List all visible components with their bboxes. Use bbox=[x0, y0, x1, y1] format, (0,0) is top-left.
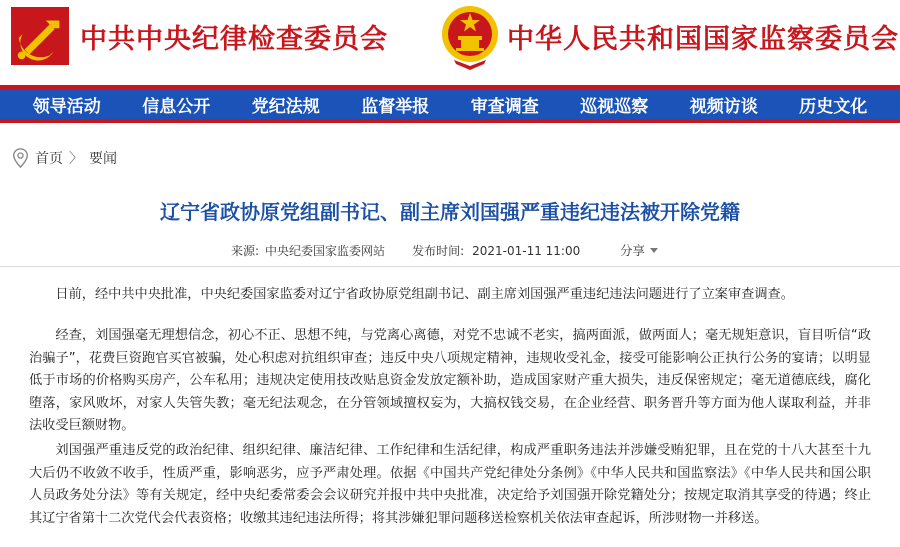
nav-item-reporting[interactable]: 监督举报 bbox=[361, 96, 430, 117]
national-emblem-icon bbox=[440, 4, 500, 70]
main-nav bbox=[0, 85, 900, 123]
source-label: 来源: bbox=[231, 244, 260, 258]
breadcrumb bbox=[12, 148, 117, 168]
breadcrumb-current[interactable]: 要闻 bbox=[89, 151, 117, 167]
nav-item-investigation[interactable]: 审查调查 bbox=[470, 96, 539, 117]
article-paragraph: 经查，刘国强毫无理想信念，初心不正、思想不纯，与党离心离德，对党不忠诚不老实，搞两面派，做两面人；毫无规矩意识，盲目听信“政治骗子”，花费巨资跑官买官被骗，处心积虑对抗组织审查；违反中央八项规定精神，违规收受礼金，接受可能影响公正执行公务的宴请；以明显低于市场的价格购买房产，公车私用；违规决定使用技改贴息资金发放定额补助，造成国家财产重大损失，违反保密规定；毫无道德底线，腐化堕落，家风败坏，对家人失管失教；毫无纪法观念，在分管领域擅权妄为，大搞权钱交易，在企业经营、职务晋升等方面为他人谋取利益，并非法收受巨额财物。 bbox=[29, 328, 871, 434]
location-pin-icon bbox=[12, 148, 29, 168]
article-paragraph: 日前，经中共中央批准，中央纪委国家监委对辽宁省政协原党组副书记、副主席刘国强严重违纪违法问题进行了立案审查调查。 bbox=[55, 287, 794, 302]
nav-item-disclosure[interactable]: 信息公开 bbox=[142, 96, 211, 117]
date-value: 2021-01-11 11:00 bbox=[472, 243, 581, 258]
article-title: 辽宁省政协原党组副书记、副主席刘国强严重违纪违法被开除党籍 bbox=[160, 200, 740, 224]
cpc-ccdi-title[interactable]: 中共中央纪律检查委员会 bbox=[80, 24, 388, 55]
meta-divider bbox=[0, 266, 900, 267]
share-label: 分享 bbox=[620, 243, 646, 258]
article-meta bbox=[231, 242, 580, 259]
source-value: 中央纪委国家监委网站 bbox=[265, 244, 386, 258]
breadcrumb-separator: 〉 bbox=[69, 151, 83, 167]
caret-down-icon bbox=[650, 248, 658, 253]
date-label: 发布时间: bbox=[412, 244, 465, 258]
breadcrumb-home-link[interactable]: 首页 bbox=[35, 151, 63, 167]
article-paragraph: 刘国强严重违反党的政治纪律、组织纪律、廉洁纪律、工作纪律和生活纪律，构成严重职务违法并涉嫌受贿犯罪，且在党的十八大甚至十九大后仍不收敛不收手，性质严重，影响恶劣，应予严肃处理。依据《中国共产党纪律处分条例》《中华人民共和国监察法》《中华人民共和国公职人员政务处分法》等有关规定，经中央纪委常委会会议研究并报中共中央批准，决定给予刘国强开除党籍处分；按规定取消其享受的待遇；终止其辽宁省第十二次党代会代表资格；收缴其违纪违法所得；将其涉嫌犯罪问题移送检察机关依法审查起诉，所涉财物一并移送。 bbox=[29, 443, 871, 526]
nav-item-video[interactable]: 视频访谈 bbox=[689, 96, 758, 117]
nav-item-history[interactable]: 历史文化 bbox=[799, 96, 868, 117]
nav-item-leadership[interactable]: 领导活动 bbox=[32, 96, 101, 117]
main-nav-bar bbox=[0, 89, 900, 119]
site-header bbox=[0, 0, 900, 85]
nav-item-inspection[interactable]: 巡视巡察 bbox=[580, 96, 649, 117]
share-button[interactable] bbox=[620, 241, 658, 259]
party-emblem-icon bbox=[11, 7, 69, 65]
nsc-title[interactable]: 中华人民共和国国家监察委员会 bbox=[507, 24, 899, 55]
nav-item-regulations[interactable]: 党纪法规 bbox=[251, 96, 320, 117]
